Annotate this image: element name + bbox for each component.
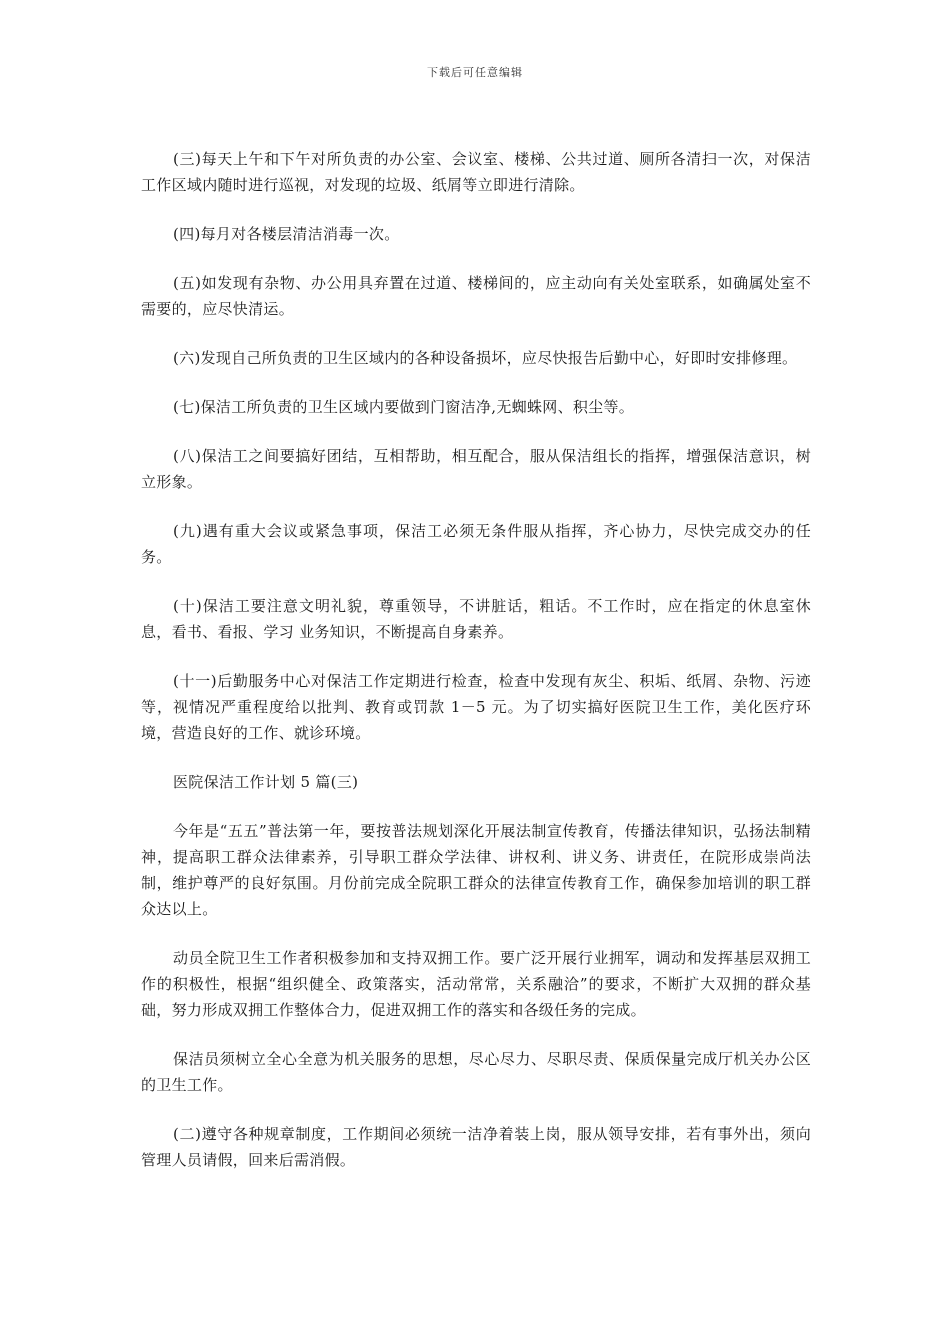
paragraph: (十一)后勤服务中心对保洁工作定期进行检查，检查中发现有灰尘、积垢、纸屑、杂物、污迹等，视情况严重程度给以批判、教育或罚款 1－5 元。为了切实搞好医院卫生工作，美化医疗环境，营造良好的工作、就诊环境。 [141, 672, 811, 742]
paragraph: (六)发现自己所负责的卫生区域内的各种设备损坏，应尽快报告后勤中心，好即时安排修理。 [173, 349, 798, 367]
paragraph: (十)保洁工要注意文明礼貌，尊重领导，不讲脏话，粗话。不工作时，应在指定的休息室休息，看书、看报、学习 业务知识，不断提高自身素养。 [141, 597, 811, 641]
paragraph: (二)遵守各种规章制度，工作期间必须统一洁净着装上岗，服从领导安排，若有事外出，须向管理人员请假，回来后需消假。 [141, 1125, 811, 1169]
paragraph: 动员全院卫生工作者积极参加和支持双拥工作。要广泛开展行业拥军，调动和发挥基层双拥工作的积极性，根据“组织健全、政策落实，活动常常，关系融洽”的要求，不断扩大双拥的群众基础，努力形成双拥工作整体合力，促进双拥工作的落实和各级任务的完成。 [141, 949, 811, 1019]
paragraph: 今年是“五五”普法第一年，要按普法规划深化开展法制宣传教育，传播法律知识，弘扬法制精神，提高职工群众法律素养，引导职工群众学法律、讲权利、讲义务、讲责任，在院形成崇尚法制，维护尊严的良好氛围。月份前完成全院职工群众的法律宣传教育工作，确保参加培训的职工群众达以上。 [141, 822, 811, 918]
document-body [141, 146, 811, 1196]
paragraph: (四)每月对各楼层清洁消毒一次。 [173, 225, 400, 243]
download-note: 下载后可任意编辑 [427, 66, 523, 79]
section-heading: 医院保洁工作计划 5 篇(三) [173, 773, 359, 791]
paragraph: (七)保洁工所负责的卫生区域内要做到门窗洁净,无蜘蛛网、积尘等。 [173, 398, 635, 416]
paragraph: (八)保洁工之间要搞好团结，互相帮助，相互配合，服从保洁组长的指挥，增强保洁意识，树立形象。 [141, 447, 811, 491]
paragraph: (九)遇有重大会议或紧急事项，保洁工必须无条件服从指挥，齐心协力，尽快完成交办的任务。 [141, 522, 811, 566]
paragraph: (五)如发现有杂物、办公用具弃置在过道、楼梯间的，应主动向有关处室联系，如确属处室不需要的，应尽快清运。 [141, 274, 811, 318]
paragraph: (三)每天上午和下午对所负责的办公室、会议室、楼梯、公共过道、厕所各清扫一次，对保洁工作区域内随时进行巡视，对发现的垃圾、纸屑等立即进行清除。 [141, 150, 811, 194]
paragraph: 保洁员须树立全心全意为机关服务的思想，尽心尽力、尽职尽责、保质保量完成厅机关办公区的卫生工作。 [141, 1050, 811, 1094]
